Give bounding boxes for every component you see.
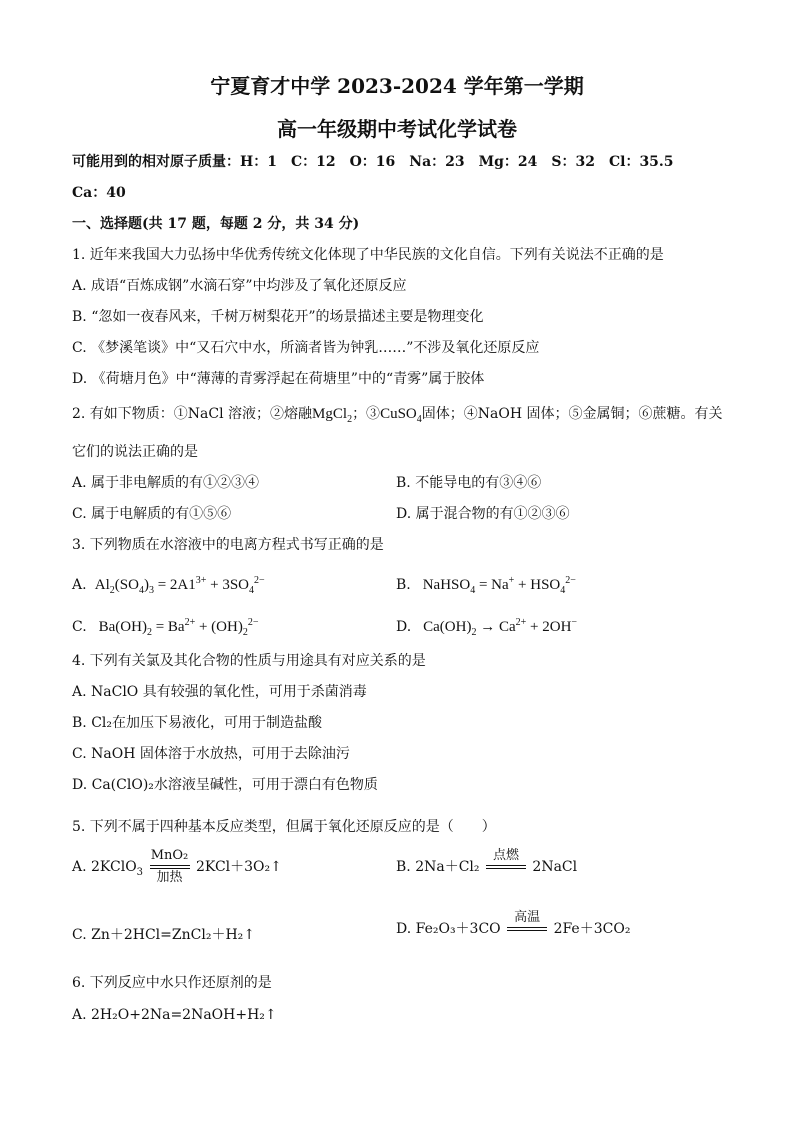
q4-option-b: B. Cl₂在加压下易液化，可用于制造盐酸 — [72, 715, 322, 731]
q5-option-b-left: B. 2Na＋Cl₂ — [396, 859, 480, 875]
q3-option-a — [72, 572, 265, 600]
q5-option-a-right: 2KCl＋3O₂↑ — [195, 859, 282, 875]
q3-option-a-equation: $Al_2(SO_4)_3 = 2A1^{3+} + 3SO_4^{2-}$ — [91, 575, 265, 596]
q3-option-d — [396, 614, 577, 642]
q6-option-a: A. 2H₂O+2Na=2NaOH+H₂↑ — [72, 1007, 277, 1023]
q4-option-a: A. NaClO 具有较强的氧化性，可用于杀菌消毒 — [72, 684, 367, 700]
double-line-sign — [150, 865, 190, 869]
q5-option-a-left: A. 2KClO — [72, 859, 137, 875]
q5-option-d-high-temp: 高温 — [514, 910, 541, 925]
q3-option-c-equation: $Ba(OH)_2 = Ba^{2+} + (OH)_2^{2-}$ — [91, 617, 259, 638]
q5-stem: 5. 下列不属于四种基本反应类型，但属于氧化还原反应的是（ ） — [72, 819, 496, 835]
q5-option-a-heating: 加热 — [156, 870, 183, 885]
q5-option-a-catalyst: MnO₂ — [150, 848, 189, 863]
q6-stem: 6. 下列反应中水只作还原剂的是 — [72, 975, 272, 991]
double-line-sign — [507, 927, 547, 931]
q3-option-c-label: C. — [72, 619, 87, 635]
atomic-masses-line-2: Ca：40 — [72, 185, 126, 201]
q1-option-c: C. 《梦溪笔谈》中“又石穴中水，所滴者皆为钟乳……”不涉及氧化还原反应 — [72, 340, 540, 356]
q5-option-d-empty-condition — [507, 932, 547, 948]
q3-option-b-equation: NaHSO$_4$ = $Na^+ + HSO_4^{2-}$ — [415, 575, 576, 596]
q4-stem: 4. 下列有关氯及其化合物的性质与用途具有对应关系的是 — [72, 653, 426, 669]
double-line-sign — [486, 865, 526, 869]
q1-option-d: D. 《荷塘月色》中“薄薄的青雾浮起在荷塘里”中的“青雾”属于胶体 — [72, 371, 485, 387]
q2-option-a: A. 属于非电解质的有①②③④ — [72, 475, 260, 491]
q3-option-d-label: D. — [396, 619, 412, 635]
q5-option-b-condition — [486, 848, 526, 886]
q5-option-b-right: 2NaCl — [532, 859, 578, 875]
q3-option-d-equation: $Ca(OH)_2 \to Ca^{2+} + 2OH^-$ — [415, 617, 578, 638]
q5-option-d — [396, 910, 630, 948]
q3-option-b-label: B. — [396, 577, 411, 593]
q5-option-d-condition — [507, 910, 547, 948]
q3-option-a-label: A. — [72, 577, 87, 593]
q5-option-d-right: 2Fe＋3CO₂ — [553, 921, 631, 937]
q2-option-b: B. 不能导电的有③④⑥ — [396, 475, 542, 491]
q5-option-c: C. Zn＋2HCl=ZnCl₂＋H₂↑ — [72, 927, 255, 943]
q4-option-c: C. NaOH 固体溶于水放热，可用于去除油污 — [72, 746, 350, 762]
q5-option-b — [396, 848, 577, 886]
q2-stem-line-2: 它们的说法正确的是 — [72, 444, 198, 460]
q5-option-d-left: D. Fe₂O₃＋3CO — [396, 921, 501, 937]
exam-title-school: 宁夏育才中学 2023-2024 学年第一学期 — [210, 74, 584, 98]
q5-option-b-ignition: 点燃 — [492, 848, 519, 863]
formula-cuso4: CuSO$_4$ — [380, 406, 422, 425]
exam-title-subject: 高一年级期中考试化学试卷 — [277, 117, 517, 141]
q3-stem: 3. 下列物质在水溶液中的电离方程式书写正确的是 — [72, 537, 384, 553]
q5-option-b-empty-condition — [486, 870, 526, 886]
q2-option-c: C. 属于电解质的有①⑤⑥ — [72, 506, 232, 522]
q2-stem — [72, 405, 722, 429]
q2-stem-pre: 2. 有如下物质：①NaCl 溶液；②熔融 — [72, 406, 313, 422]
q3-option-c — [72, 614, 258, 642]
q5-option-a: A. 2KClO$_3$ MnO₂ 加热 2KCl＋3O₂↑ — [72, 848, 282, 885]
q2-option-d: D. 属于混合物的有①②③⑥ — [396, 506, 570, 522]
q4-option-d: D. Ca(ClO)₂水溶液呈碱性，可用于漂白有色物质 — [72, 777, 378, 793]
q2-stem-mid: ；③ — [352, 406, 381, 422]
q1-option-b: B. “忽如一夜春风来，千树万树梨花开”的场景描述主要是物理变化 — [72, 309, 484, 325]
atomic-masses-line-1: 可能用到的相对原子质量：H：1 C：12 O：16 Na：23 Mg：24 S：32 Cl：35.5 — [72, 154, 674, 170]
q1-option-a: A. 成语“百炼成钢”水滴石穿”中均涉及了氧化还原反应 — [72, 278, 407, 294]
q3-option-b — [396, 572, 576, 600]
q5-option-a-condition — [150, 848, 190, 886]
section-heading-choice: 一、选择题(共 17 题，每题 2 分，共 34 分) — [72, 216, 360, 232]
q1-stem: 1. 近年来我国大力弘扬中华优秀传统文化体现了中华民族的文化自信。下列有关说法不正确的是 — [72, 247, 664, 263]
q2-stem-post: 固体；④NaOH 固体；⑤金属铜；⑥蔗糖。有关 — [421, 406, 723, 422]
formula-mgcl2: MgCl$_2$ — [312, 406, 353, 425]
